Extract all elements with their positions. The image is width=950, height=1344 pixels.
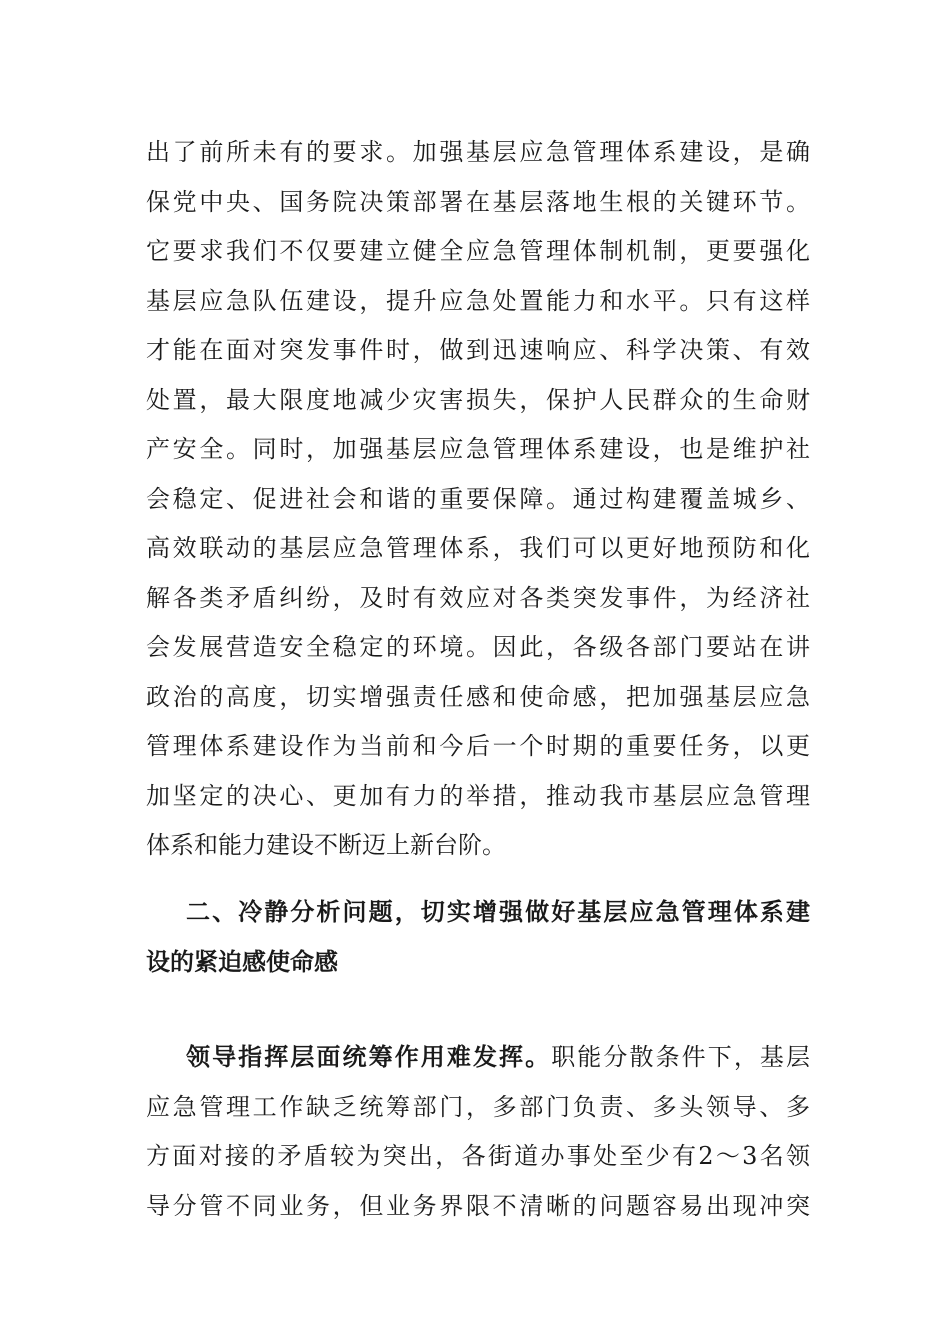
paragraph-line: 管理体系建设作为当前和今后一个时期的重要任务，以更 <box>146 732 810 760</box>
paragraph-line: 产安全。同时，加强基层应急管理体系建设，也是维护社 <box>146 435 810 463</box>
body-paragraph-1 <box>146 128 810 871</box>
paragraph-line: 导分管不同业务，但业务界限不清晰的问题容易出现冲突 <box>146 1191 810 1220</box>
paragraph-line: 政治的高度，切实增强责任感和使命感，把加强基层应急 <box>146 682 810 711</box>
paragraph-line: 基层应急队伍建设，提升应急处置能力和水平。只有这样 <box>146 286 810 315</box>
body-paragraph-2 <box>146 1033 810 1231</box>
paragraph-line: 方面对接的矛盾较为突出，各街道办事处至少有2～3名领 <box>146 1142 810 1170</box>
paragraph-line: 会稳定、促进社会和谐的重要保障。通过构建覆盖城乡、 <box>146 484 810 513</box>
paragraph-line: 应急管理工作缺乏统筹部门，多部门负责、多头领导、多 <box>146 1092 810 1121</box>
paragraph-line: 它要求我们不仅要建立健全应急管理体制机制，更要强化 <box>146 237 810 265</box>
heading-line: 二、冷静分析问题，切实增强做好基层应急管理体系建 <box>186 898 810 926</box>
paragraph-line: 高效联动的基层应急管理体系，我们可以更好地预防和化 <box>146 534 810 562</box>
paragraph-first-line-rest: 职能分散条件下，基层 <box>551 1043 811 1071</box>
paragraph-line: 体系和能力建设不断迈上新台阶。 <box>146 831 506 859</box>
heading-line: 设的紧迫感使命感 <box>146 947 338 976</box>
section-heading-2 <box>146 888 810 987</box>
paragraph-line: 会发展营造安全稳定的环境。因此，各级各部门要站在讲 <box>146 633 810 661</box>
paragraph-line: 加坚定的决心、更加有力的举措，推动我市基层应急管理 <box>146 781 810 810</box>
paragraph-line: 保党中央、国务院决策部署在基层落地生根的关键环节。 <box>146 187 810 216</box>
paragraph-first-line <box>146 1033 810 1083</box>
paragraph-lead-phrase: 领导指挥层面统筹作用难发挥。 <box>186 1043 552 1071</box>
paragraph-line: 处置，最大限度地减少灾害损失，保护人民群众的生命财 <box>146 385 810 414</box>
paragraph-line: 出了前所未有的要求。加强基层应急管理体系建设，是确 <box>146 138 810 166</box>
paragraph-line: 才能在面对突发事件时，做到迅速响应、科学决策、有效 <box>146 336 810 364</box>
paragraph-line: 解各类矛盾纠纷，及时有效应对各类突发事件，为经济社 <box>146 583 810 612</box>
